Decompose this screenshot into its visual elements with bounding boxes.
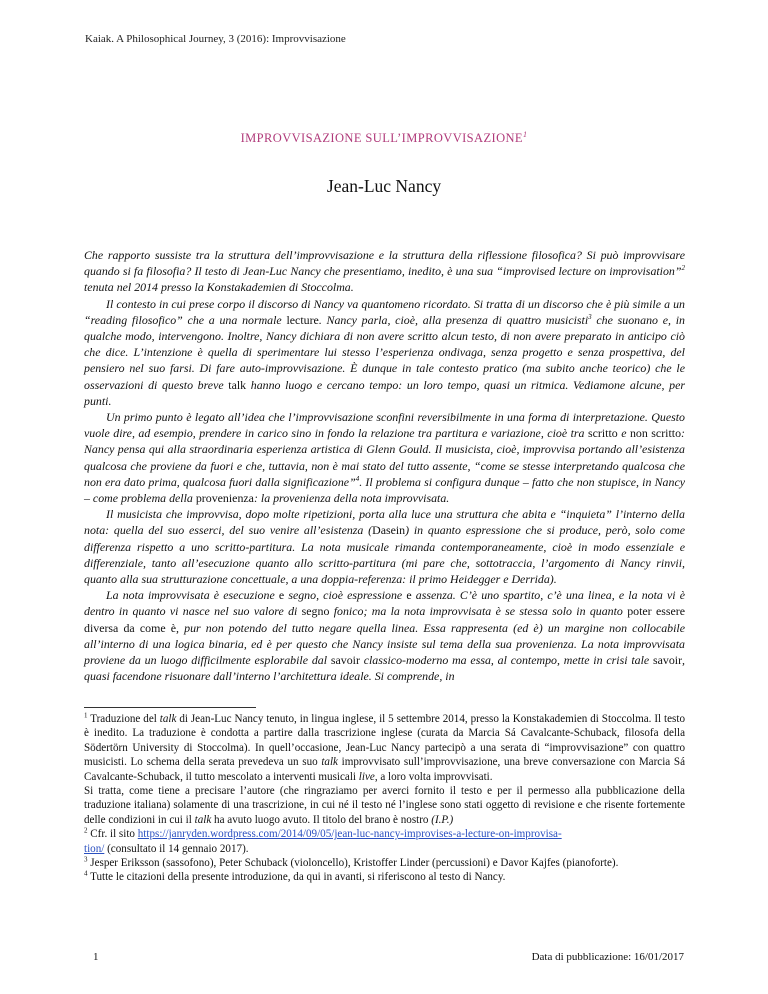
footnote-number: 3 [84,855,88,864]
text-run: Jesper Eriksson (sassofono), Peter Schuback (violoncello), Kristoffer Linder (percussioni) e Davor Kajfes (pianoforte). [87,857,619,870]
upright-word: scritto [587,426,618,441]
text-run: : la provenienza della nota improvvisata. [253,491,450,506]
footnote-ref-4[interactable]: 4 [355,474,360,483]
text-run: Traduzione del [87,713,160,725]
upright-word: talk [228,377,247,392]
text-run: e [617,426,630,441]
italic-word: talk [159,713,177,725]
italic-word: (I.P.) [431,813,454,826]
footnote-1-continued [84,784,685,827]
article-title [0,130,768,146]
upright-word: lecture [286,312,319,327]
upright-word: savoir [652,653,683,668]
footnote-number: 4 [84,869,88,878]
text-run: Il contesto in cui prese corpo il discorso di Nancy va quantomeno ricordato. Si tratta di un discorso che è più simile a un “reading filosofico” che a una normale [84,296,685,327]
paragraph-1 [84,247,685,296]
footnote-ref-2[interactable]: 2 [681,264,685,273]
paragraph-3 [84,409,685,506]
text-run: segno, cioè espressione [284,588,407,603]
text-run: Tutte le citazioni della presente introduzione, da qui in avanti, si riferiscono al testo di Nancy. [87,871,506,884]
article-title-text: IMPROVVISAZIONE SULL’IMPROVVISAZIONE [240,131,523,146]
text-run: Un primo punto è legato all’idea che l’improvvisazione sconfini reversibilmente in una forma di interpretazione. Questo vuole dire, ad esempio, prendere in carico sino in fondo la relazione tra partitura e variazione, cioè tra [84,410,685,441]
footnote-ref-3[interactable]: 3 [588,312,592,321]
paragraph-2 [84,296,685,409]
running-header: Kaiak. A Philosophical Journey, 3 (2016): Improvvisazione [85,33,346,45]
upright-word: non scritto [629,426,682,441]
text-run: : Nancy pensa qui alla straordinaria esperienza artistica di Glenn Gould. Il musicista, cioè, improvvisa portando all’esistenza qualcosa che proviene da fuori e che, tuttavia, non è mai stato del tutto assente, “come se stesse interpretando qualcosa che non era dato prima, qualcosa fuori dalla significazione” [84,426,685,489]
text-run: (consultato il 14 gennaio 2017). [104,842,249,855]
footnote-ref-1[interactable]: 1 [522,130,528,139]
text-run: ha avuto luogo avuto. Il titolo del brano è nostro [211,813,432,826]
link-text: https://janryden.wordpress.com/2014/09/05/jean-luc-nancy-improvises-a-lecture-on-improvisa- [137,828,562,841]
text-run: Si tratta, come tiene a precisare l’autore (che ringraziamo per averci fornito il testo e per il permesso alla pubblicazione della traduzione italiana) solamente di una trascrizione, in cui né il testo né l’inglese sono stati oggetto di revisione e che risente fortemente delle condizioni in cui il [84,785,685,826]
paragraph-5 [84,587,685,684]
text-run: Cfr. il sito [87,828,138,841]
text-run: . Nancy parla, cioè, alla presenza di quattro musicisti [318,312,589,327]
footnote-number: 2 [84,826,88,835]
text-run: , quasi facendone risuonare dall’interno l’architettura ideale. Si comprende, in [84,653,686,684]
text-run: La nota improvvisata è esecuzione [106,588,279,603]
footnotes [84,712,685,885]
page-number: 1 [93,951,99,963]
footnote-number: 1 [84,711,88,720]
text-run: classico-moderno ma essa, al contempo, mette in crisi tale [359,653,653,668]
upright-word: Dasein [372,523,406,538]
text-run: . Il problema si configura dunque – fatto che non stupisce, in Nancy – come problema della [84,474,685,506]
footnote-3 [84,856,685,870]
footnote-separator [84,707,256,708]
footnote-2 [84,827,685,856]
text-run: hanno luogo e cercano tempo: un loro tempo, quasi un ritmica. Vediamone alcune, per punti. [84,377,685,408]
footnote-4 [84,870,685,884]
footnote-1 [84,712,685,784]
text-run: , a loro volta improvvisati. [374,770,493,783]
upright-word: e [278,588,285,603]
text-run: di Jean-Luc Nancy tenuto, in lingua inglese, il 5 settembre 2014, presso la Konstakademien di Stoccolma. Il testo è inedito. La traduzione è condotta a partire dalla trascrizione inglese (curata da Marcia Sá Cavalcante-Schuback, filosofa della Södertörn University di Stoccolma). In quell’occasione, Jean-Luc Nancy partecipò a una serata di “improvvisazione” con quattro musicisti. Lo schema della serata prevedeva un suo [84,713,685,769]
article-body [84,247,685,684]
link-text: tion/ [84,842,105,855]
upright-word: provenienza [195,491,254,506]
text-run: che suonano e, in qualche modo, intervengono. Inoltre, Nancy dichiara di non avere scritto alcun testo, di non avere preparato in anticipo ciò che dice. L’intenzione è quella di sperimentare lui stesso l’esperienza ondivaga, senza progetto e senza prospettiva, del pensiero nel suo farsi. Di fare auto-improvvisazione. È dunque in tale contesto pratico (ma subito anche teorico) che le osservazioni di questo breve [84,312,685,392]
text-run: , pur non potendo del tutto negare quella linea. Essa rappresenta (ed è) un margine non collocabile all’interno di una logica binaria, ed è per questo che Nancy insiste sul tema della sua provenienza. La nota improvvisata proviene da un luogo difficilmente esplorabile dal [84,620,685,668]
text-run: ) in quanto espressione che si produce, però, solo come differenza rispetto a uno scritto-partitura. La nota musicale rimanda contemporaneamente, cioè in modo essenziale e differenziale, tanto all’esecuzione quanto allo scritto-partitura (mi pare che, sottotraccia, l’argomento di Nancy rinvii, quanto alla sua strutturazione concettuale, a una doppia-referenza: il primo Heidegger e Derrida). [84,523,685,587]
text-run: tenuta nel 2014 presso la Konstakademien di Stoccolma. [84,280,354,295]
text-run: assenza. C’è uno spartito, c’è una linea, e la nota vi è dentro in quanto vi nasce nel suo valore di [84,588,686,619]
author-name: Jean-Luc Nancy [326,176,442,196]
upright-word: poter essere diversa da come è [84,604,685,635]
upright-word: savoir [330,653,360,668]
paragraph-4 [84,506,685,587]
text-run: Che rapporto sussiste tra la struttura dell’improvvisazione e la struttura della riflessione filosofica? Si può improvvisare quando si fa filosofia? Il testo di Jean-Luc Nancy che presentiamo, inedito, è una sua “improvised lecture on improvisation” [84,248,685,279]
upright-word: e [406,588,412,603]
italic-word: talk [194,813,212,826]
upright-word: segno [301,604,330,619]
italic-word: live [358,770,375,783]
publication-date: Data di pubblicazione: 16/01/2017 [531,951,684,963]
italic-word: talk [321,756,338,769]
text-run: Il musicista che improvvisa, dopo molte ripetizioni, porta alla luce una struttura che abita e “inquieta” l’interno della nota: quella del suo esserci, del suo venire all’esistenza ( [84,507,685,538]
text-run: improvvisato sull’improvvisazione, una breve conversazione con Marcia Sá Cavalcante-Schuback, il tutto mescolato a interventi musicali [84,756,685,783]
text-run: fonico; ma la nota improvvisata è se stessa solo in quanto [329,604,628,619]
